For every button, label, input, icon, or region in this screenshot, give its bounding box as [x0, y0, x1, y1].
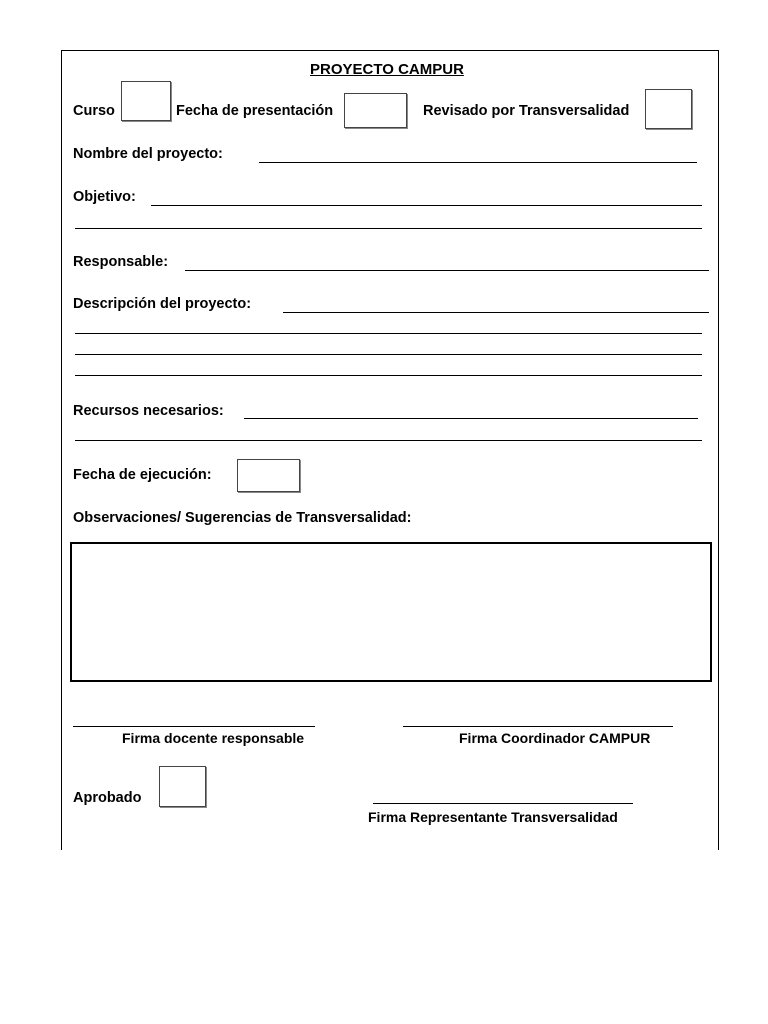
firma-representante-line[interactable]	[373, 803, 633, 804]
fecha-presentacion-field[interactable]	[344, 93, 407, 128]
responsable-label: Responsable:	[73, 254, 169, 270]
aprobado-label: Aprobado	[73, 790, 142, 806]
curso-label: Curso	[73, 103, 115, 119]
recursos-line-2[interactable]	[75, 440, 702, 441]
nombre-label: Nombre del proyecto:	[73, 146, 223, 162]
firma-coordinador-label: Firma Coordinador CAMPUR	[459, 730, 651, 746]
firma-coordinador-line[interactable]	[403, 726, 673, 727]
descripcion-line-4[interactable]	[75, 375, 702, 376]
responsable-line[interactable]	[185, 270, 709, 271]
objetivo-line-1[interactable]	[151, 205, 702, 206]
firma-docente-label: Firma docente responsable	[122, 730, 305, 746]
descripcion-line-1[interactable]	[283, 312, 709, 313]
observaciones-box[interactable]	[70, 542, 712, 682]
firma-representante-label: Firma Representante Transversalidad	[368, 809, 618, 825]
descripcion-line-2[interactable]	[75, 333, 702, 334]
recursos-label: Recursos necesarios:	[73, 403, 224, 419]
curso-field[interactable]	[121, 81, 171, 121]
objetivo-label: Objetivo:	[73, 189, 136, 205]
objetivo-line-2[interactable]	[75, 228, 702, 229]
fecha-ejecucion-label: Fecha de ejecución:	[73, 467, 212, 483]
firma-docente-line[interactable]	[73, 726, 315, 727]
fecha-ejecucion-field[interactable]	[237, 459, 300, 492]
nombre-line[interactable]	[259, 162, 697, 163]
recursos-line-1[interactable]	[244, 418, 698, 419]
fecha-presentacion-label: Fecha de presentación	[176, 103, 334, 119]
form-title: PROYECTO CAMPUR	[310, 61, 464, 78]
descripcion-line-3[interactable]	[75, 354, 702, 355]
revisado-field[interactable]	[645, 89, 692, 129]
revisado-label: Revisado por Transversalidad	[423, 103, 630, 119]
descripcion-label: Descripción del proyecto:	[73, 296, 252, 312]
observaciones-label: Observaciones/ Sugerencias de Transversalidad:	[73, 510, 412, 526]
aprobado-field[interactable]	[159, 766, 206, 807]
